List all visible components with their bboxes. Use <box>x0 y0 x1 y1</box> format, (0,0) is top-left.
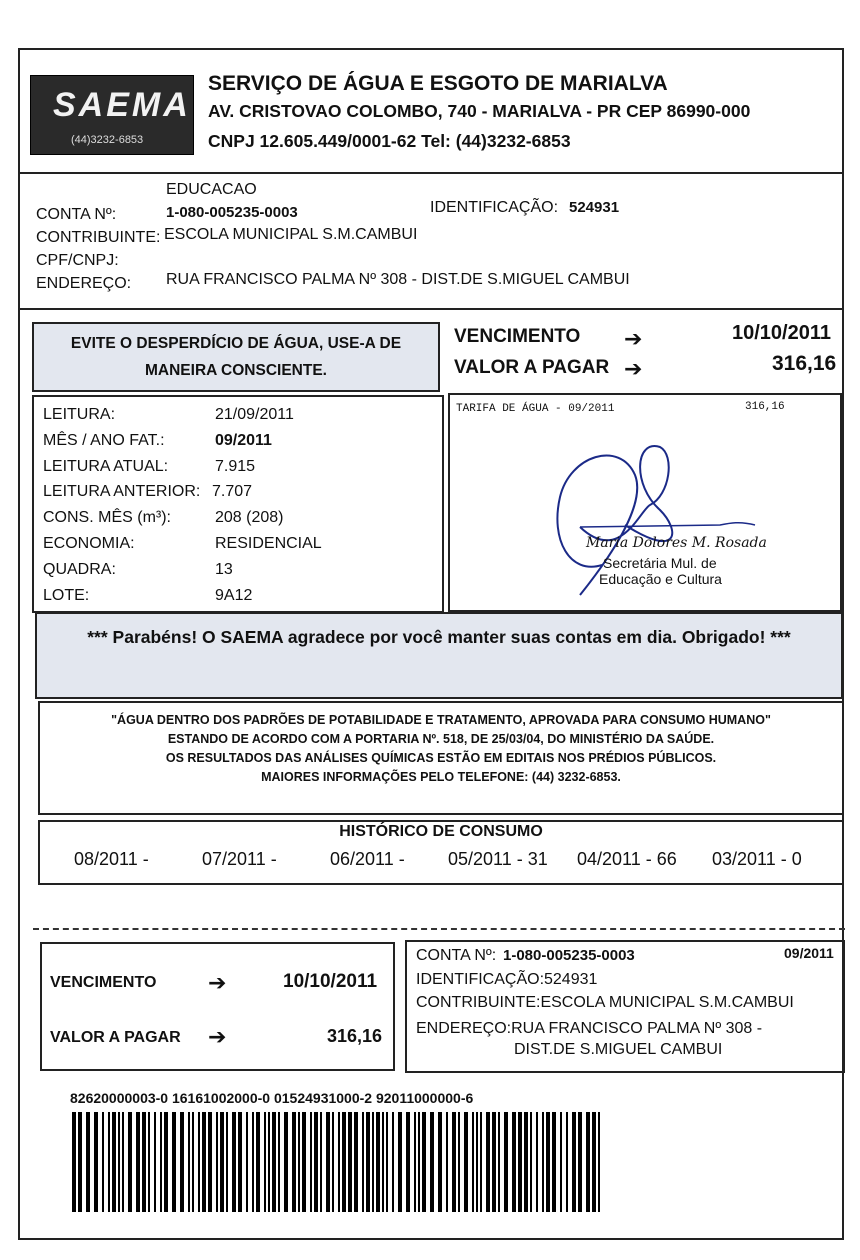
reading-value: 7.707 <box>212 483 253 501</box>
barcode-bar <box>586 1112 590 1212</box>
barcode-bar <box>406 1112 410 1212</box>
barcode-bar <box>414 1112 416 1212</box>
stamp-line1: Secretária Mul. de <box>603 555 717 571</box>
company-address: AV. CRISTOVAO COLOMBO, 740 - MARIALVA - PR CEP 86990-000 <box>208 101 751 121</box>
reading-value: 21/09/2011 <box>215 406 294 423</box>
barcode-bar <box>598 1112 600 1212</box>
barcode-bar <box>208 1112 212 1212</box>
valor-arrow-icon: ➔ <box>624 356 643 381</box>
barcode-bar <box>518 1112 522 1212</box>
barcode-bar <box>486 1112 490 1212</box>
barcode-bar <box>354 1112 358 1212</box>
barcode <box>72 1112 612 1214</box>
barcode-bar <box>298 1112 300 1212</box>
stub-valor-value: 316,16 <box>327 1026 383 1046</box>
barcode-bar <box>72 1112 76 1212</box>
barcode-bar <box>180 1112 184 1212</box>
reading-value: 7.915 <box>215 457 256 475</box>
barcode-bar <box>418 1112 420 1212</box>
reading-label: ECONOMIA: <box>43 535 135 552</box>
tariff-value: 316,16 <box>745 401 785 413</box>
barcode-bar <box>302 1112 306 1212</box>
barcode-bar <box>198 1112 200 1212</box>
identificacao-label: IDENTIFICAÇÃO: <box>430 199 559 216</box>
history-item: 06/2011 - <box>330 849 405 869</box>
barcode-bar <box>108 1112 110 1212</box>
barcode-bar <box>530 1112 532 1212</box>
barcode-bar <box>310 1112 312 1212</box>
company-title: SERVIÇO DE ÁGUA E ESGOTO DE MARIALVA <box>208 72 668 95</box>
stub-valor-label: VALOR A PAGAR <box>50 1029 181 1046</box>
barcode-bar <box>112 1112 116 1212</box>
barcode-bar <box>314 1112 318 1212</box>
barcode-bar <box>398 1112 402 1212</box>
barcode-bar <box>592 1112 596 1212</box>
barcode-bar <box>498 1112 500 1212</box>
barcode-bar <box>430 1112 434 1212</box>
history-item: 08/2011 - <box>74 849 149 869</box>
saema-logo-text: SAEMA <box>53 86 191 124</box>
barcode-bar <box>342 1112 346 1212</box>
barcode-bar <box>382 1112 384 1212</box>
endereco-label: ENDEREÇO: <box>36 275 132 292</box>
thanks-banner <box>35 612 843 699</box>
barcode-bar <box>572 1112 576 1212</box>
reading-value: 13 <box>215 560 233 578</box>
barcode-bar <box>284 1112 288 1212</box>
barcode-bar <box>338 1112 340 1212</box>
barcode-bar <box>154 1112 156 1212</box>
barcode-bar <box>446 1112 448 1212</box>
identificacao-value: 524931 <box>569 199 620 216</box>
water-saving-notice <box>32 322 440 392</box>
endereco-value: RUA FRANCISCO PALMA Nº 308 - DIST.DE S.MIGUEL CAMBUI <box>166 271 630 288</box>
barcode-bar <box>172 1112 176 1212</box>
barcode-bar <box>492 1112 496 1212</box>
barcode-bar <box>78 1112 82 1212</box>
barcode-bar <box>226 1112 228 1212</box>
signature-name: Maria Dolores M. Rosada <box>586 535 767 551</box>
barcode-bar <box>438 1112 442 1212</box>
barcode-bar <box>246 1112 248 1212</box>
barcode-bar <box>264 1112 266 1212</box>
stub-valor-arrow-icon: ➔ <box>208 1024 227 1049</box>
barcode-bar <box>292 1112 296 1212</box>
conta-label: CONTA Nº: <box>36 206 117 223</box>
reading-label: LEITURA ANTERIOR: <box>43 483 201 501</box>
barcode-bar <box>122 1112 124 1212</box>
quality-note <box>38 701 844 815</box>
barcode-bar <box>272 1112 276 1212</box>
barcode-bar <box>512 1112 516 1212</box>
reading-box <box>32 395 444 613</box>
quality-line2: ESTANDO DE ACORDO COM A PORTARIA Nº. 518, DE 25/03/04, DO MINISTÉRIO DA SAÚDE. <box>167 732 715 746</box>
notice-line1: EVITE O DESPERDÍCIO DE ÁGUA, USE-A DE <box>70 335 402 352</box>
stub-vencimento-arrow-icon: ➔ <box>208 970 227 995</box>
contribuinte-label: CONTRIBUINTE: <box>36 229 161 246</box>
reading-label: LEITURA ATUAL: <box>43 457 169 475</box>
reading-label: QUADRA: <box>43 560 116 578</box>
barcode-bar <box>464 1112 468 1212</box>
stub-vencimento-label: VENCIMENTO <box>50 974 157 991</box>
barcode-bar <box>480 1112 482 1212</box>
company-cnpj-phone: CNPJ 12.605.449/0001-62 Tel: (44)3232-6853 <box>208 131 571 151</box>
barcode-bar <box>472 1112 474 1212</box>
barcode-bar <box>536 1112 538 1212</box>
quality-line3: OS RESULTADOS DAS ANÁLISES QUÍMICAS ESTÃO EM EDITAIS NOS PRÉDIOS PÚBLICOS. <box>165 751 717 765</box>
barcode-bar <box>376 1112 380 1212</box>
barcode-bar <box>192 1112 194 1212</box>
barcode-bar <box>372 1112 374 1212</box>
barcode-bar <box>256 1112 260 1212</box>
barcode-bar <box>160 1112 162 1212</box>
stub-payment-box <box>40 942 395 1071</box>
barcode-bar <box>578 1112 582 1212</box>
history-item: 03/2011 - 0 <box>712 849 802 869</box>
stub-endereco-line1: ENDEREÇO:RUA FRANCISCO PALMA Nº 308 - <box>416 1020 763 1037</box>
valor-label: VALOR A PAGAR <box>454 357 610 378</box>
stub-conta-label: CONTA Nº: <box>416 947 497 964</box>
stub-mes: 09/2011 <box>784 945 834 961</box>
barcode-bar <box>94 1112 98 1212</box>
stub-identificacao: IDENTIFICAÇÃO:524931 <box>416 971 598 988</box>
barcode-bar <box>542 1112 544 1212</box>
thanks-message: *** Parabéns! O SAEMA agradece por você manter suas contas em dia. Obrigado! *** <box>87 627 791 647</box>
barcode-bar <box>422 1112 426 1212</box>
barcode-bar <box>148 1112 150 1212</box>
tariff-description: TARIFA DE ÁGUA - 09/2011 <box>456 403 615 415</box>
barcode-bar <box>552 1112 556 1212</box>
vencimento-label: VENCIMENTO <box>454 326 581 347</box>
quality-line1: "ÁGUA DENTRO DOS PADRÕES DE POTABILIDADE E TRATAMENTO, APROVADA PARA CONSUMO HUMANO" <box>111 713 771 727</box>
barcode-bar <box>362 1112 364 1212</box>
barcode-bar <box>118 1112 120 1212</box>
barcode-bar <box>504 1112 508 1212</box>
barcode-bar <box>278 1112 280 1212</box>
reading-label: MÊS / ANO FAT.: <box>43 431 165 449</box>
reading-value: 208 (208) <box>215 509 284 527</box>
cut-line <box>33 928 845 930</box>
barcode-bar <box>458 1112 460 1212</box>
client-category: EDUCACAO <box>166 181 257 198</box>
barcode-digits: 82620000003-0 16161002000-0 01524931000-2 92011000000-6 <box>70 1090 474 1106</box>
barcode-bar <box>220 1112 224 1212</box>
reading-value: RESIDENCIAL <box>215 535 322 552</box>
contribuinte-value: ESCOLA MUNICIPAL S.M.CAMBUI <box>164 226 418 243</box>
stub-endereco-line2: DIST.DE S.MIGUEL CAMBUI <box>514 1041 723 1058</box>
stamp-line2: Educação e Cultura <box>599 571 722 587</box>
reading-label: CONS. MÊS (m³): <box>43 509 171 527</box>
valor-value: 316,16 <box>772 352 837 375</box>
barcode-bar <box>326 1112 330 1212</box>
barcode-bar <box>86 1112 90 1212</box>
reading-value: 09/2011 <box>215 431 272 449</box>
history-item: 05/2011 - 31 <box>448 849 548 869</box>
barcode-bar <box>136 1112 140 1212</box>
barcode-bar <box>268 1112 270 1212</box>
barcode-bar <box>102 1112 104 1212</box>
stub-contribuinte: CONTRIBUINTE:ESCOLA MUNICIPAL S.M.CAMBUI <box>416 994 794 1011</box>
barcode-bar <box>216 1112 218 1212</box>
barcode-bar <box>202 1112 206 1212</box>
barcode-bar <box>232 1112 236 1212</box>
barcode-bar <box>164 1112 168 1212</box>
barcode-bar <box>452 1112 456 1212</box>
cpf-label: CPF/CNPJ: <box>36 252 119 269</box>
barcode-bar <box>320 1112 322 1212</box>
stub-vencimento-value: 10/10/2011 <box>283 971 378 992</box>
vencimento-arrow-icon: ➔ <box>624 326 643 351</box>
client-divider <box>18 308 844 310</box>
barcode-bar <box>524 1112 528 1212</box>
barcode-bar <box>392 1112 394 1212</box>
barcode-bar <box>348 1112 352 1212</box>
barcode-bar <box>238 1112 242 1212</box>
barcode-bar <box>188 1112 190 1212</box>
conta-value: 1-080-005235-0003 <box>166 204 298 221</box>
barcode-bar <box>566 1112 568 1212</box>
barcode-bar <box>386 1112 388 1212</box>
vencimento-value: 10/10/2011 <box>732 322 831 344</box>
barcode-bar <box>128 1112 132 1212</box>
stub-conta-value: 1-080-005235-0003 <box>503 947 635 964</box>
barcode-bar <box>142 1112 146 1212</box>
header-divider <box>18 172 844 174</box>
barcode-bar <box>560 1112 562 1212</box>
reading-label: LEITURA: <box>43 406 116 423</box>
saema-logo-phone: (44)3232-6853 <box>71 134 144 146</box>
notice-line2: MANEIRA CONSCIENTE. <box>145 362 327 379</box>
history-item: 07/2011 - <box>202 849 277 869</box>
barcode-bar <box>366 1112 370 1212</box>
quality-line4: MAIORES INFORMAÇÕES PELO TELEFONE: (44) 3232-6853. <box>261 770 621 784</box>
reading-label: LOTE: <box>43 586 90 604</box>
barcode-bar <box>252 1112 254 1212</box>
reading-value: 9A12 <box>215 586 253 604</box>
history-item: 04/2011 - 66 <box>577 849 677 869</box>
saema-logo <box>30 75 194 155</box>
barcode-bar <box>546 1112 550 1212</box>
barcode-bar <box>476 1112 478 1212</box>
history-title: HISTÓRICO DE CONSUMO <box>339 823 543 840</box>
barcode-bar <box>332 1112 334 1212</box>
